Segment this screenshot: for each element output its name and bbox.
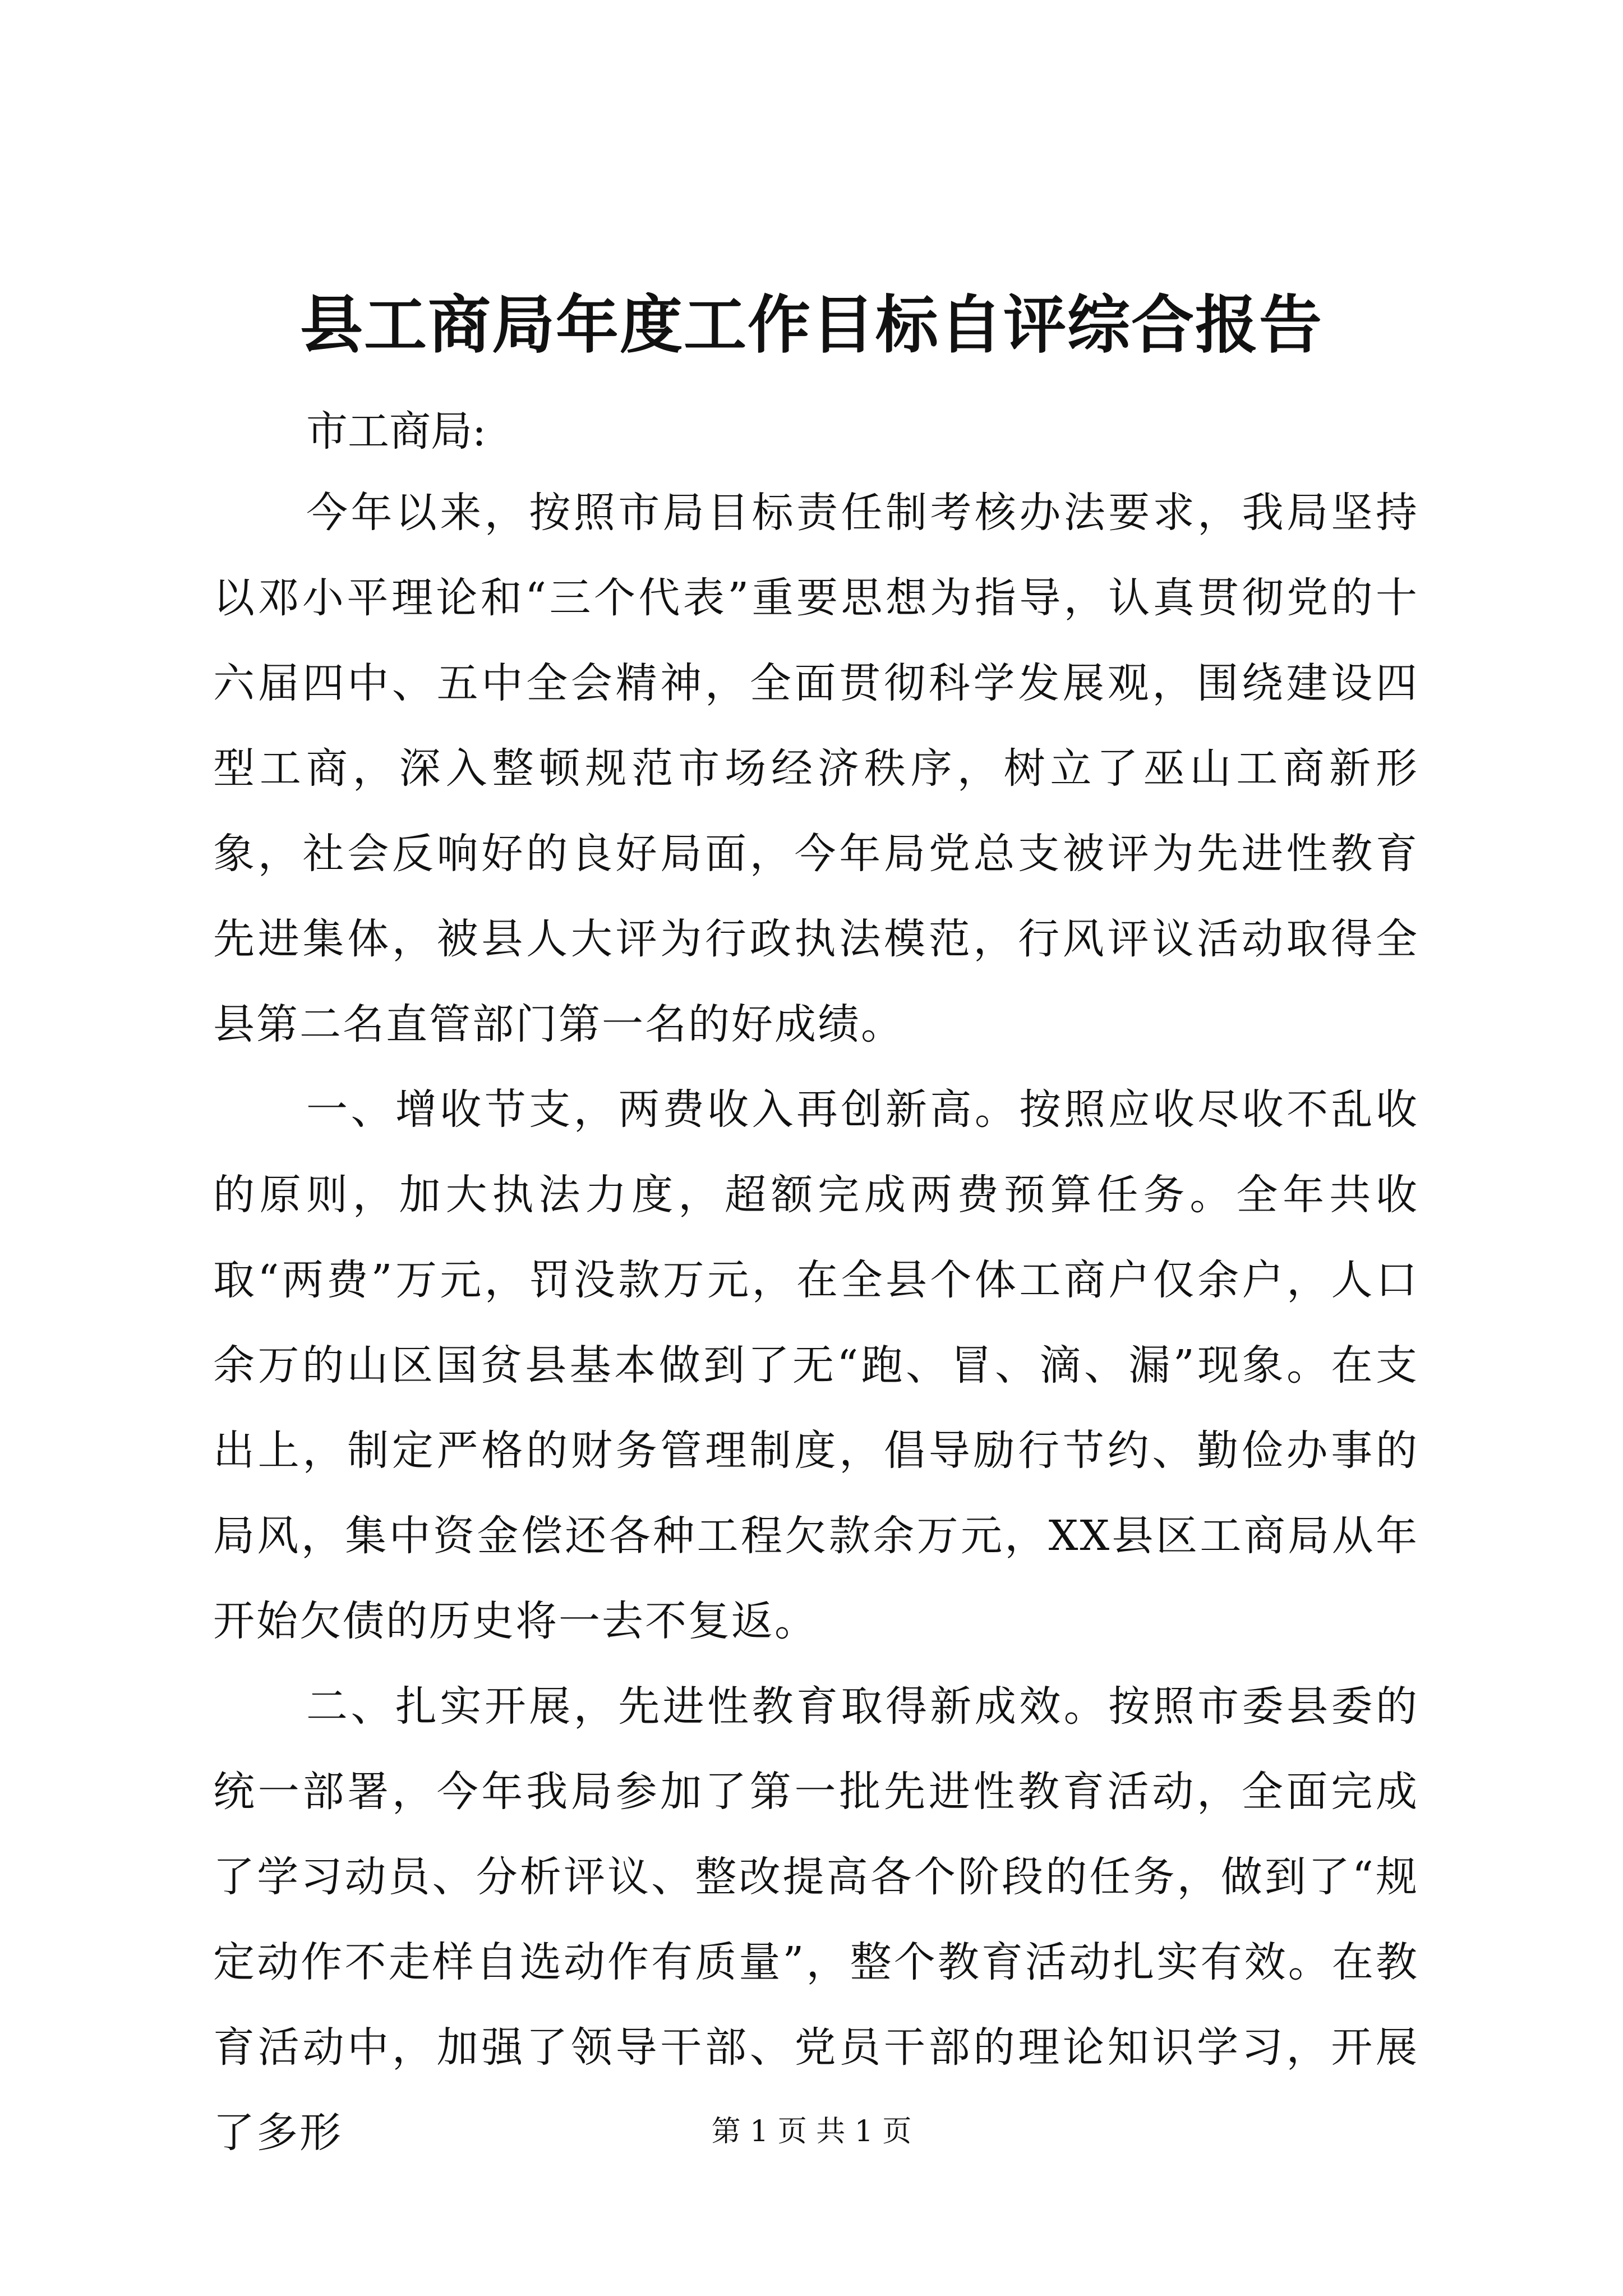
paragraph-section-2: 二、扎实开展，先进性教育取得新成效。按照市委县委的统一部署，今年我局参加了第一批先进性教育活动，全面完成了学习动员、分析评议、整改提高各个阶段的任务，做到了“规定动作不走样自选动作有质量”，整个教育活动扎实有效。在教育活动中，加强了领导干部、党员干部的理论知识学习，开展了多形 (213, 1682, 1419, 2157)
document-body (213, 393, 1419, 2175)
paragraph-intro: 今年以来，按照市局目标责任制考核办法要求，我局坚持以邓小平理论和“三个代表”重要思想为指导，认真贯彻党的十六届四中、五中全会精神，全面贯彻科学发展观，围绕建设四型工商，深入整顿规范市场经济秩序，树立了巫山工商新形象，社会反响好的良好局面，今年局党总支被评为先进性教育先进集体，被县人大评为行政执法模范，行风评议活动取得全县第二名直管部门第一名的好成绩。 (213, 489, 1419, 1048)
document-title: 县工商局年度工作目标自评综合报告 (300, 288, 1323, 362)
paragraph-section-1: 一、增收节支，两费收入再创新高。按照应收尽收不乱收的原则，加大执法力度，超额完成两费预算任务。全年共收取“两费”万元，罚没款万元，在全县个体工商户仅余户，人口余万的山区国贫县基本做到了无“跑、冒、滴、漏”现象。在支出上，制定严格的财务管理制度，倡导励行节约、勤俭办事的局风，集中资金偿还各种工程欠款余万元，XX县区工商局从年开始欠债的历史将一去不复返。 (213, 1085, 1419, 1645)
salutation: 市工商局: (306, 407, 486, 455)
page-footer: 第 1 页 共 1 页 (711, 2115, 912, 2148)
